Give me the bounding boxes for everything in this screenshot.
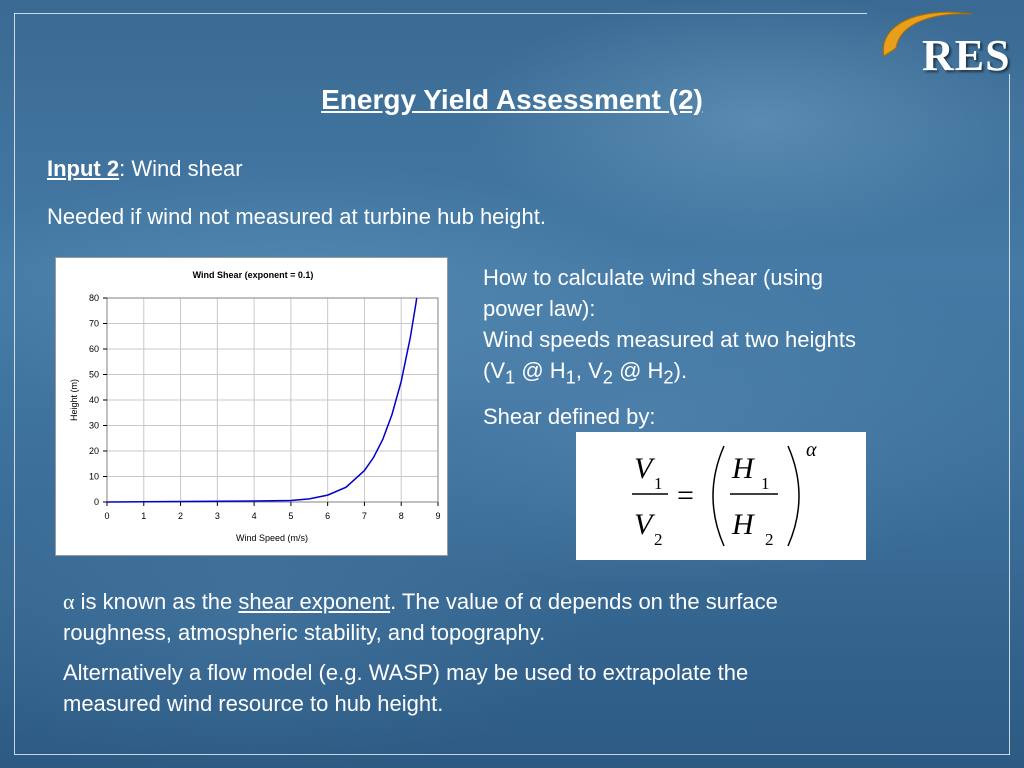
alpha-symbol: α [63, 589, 75, 614]
alpha-paragraph [63, 586, 778, 648]
frame-left-line [14, 13, 15, 754]
power-law-formula [576, 432, 866, 560]
res-logo [876, 4, 1016, 80]
frame-top-line [14, 13, 867, 14]
chart-x-tick-label: 3 [214, 511, 220, 521]
logo-text: RES [922, 31, 1011, 80]
chart-x-tick-label: 5 [288, 511, 294, 521]
input-text: Wind shear [125, 156, 243, 181]
wind-shear-chart [55, 257, 448, 556]
chart-svg [56, 258, 447, 555]
chart-x-tick-label: 4 [251, 511, 257, 521]
howto-line-1: How to calculate wind shear (using [483, 265, 823, 290]
input-label: Input 2 [47, 156, 120, 181]
chart-y-tick-label: 20 [88, 446, 99, 456]
formula-h-bottom-sub: 2 [765, 530, 774, 549]
chart-title: Wind Shear (exponent = 0.1) [192, 270, 314, 280]
formula-v-bottom-sub: 2 [654, 530, 663, 549]
howto-line-4 [483, 355, 856, 392]
formula-h-top-sub: 1 [761, 474, 770, 493]
formula-equals: = [677, 479, 694, 512]
chart-y-axis-label: Height (m) [69, 378, 79, 422]
formula-v-top: V [634, 452, 653, 485]
howto-l4-e: ). [673, 358, 688, 383]
slide-title: Energy Yield Assessment (2) [321, 84, 703, 115]
chart-x-tick-label: 0 [104, 511, 110, 521]
alt-line-1: Alternatively a flow model (e.g. WASP) may be used to extrapolate the [63, 660, 749, 685]
howto-l4-b: @ H [515, 358, 566, 383]
chart-x-tick-label: 8 [398, 511, 404, 521]
howto-sub-h2: 2 [663, 366, 674, 388]
formula-right-paren [788, 446, 799, 546]
alpha-line-1 [63, 586, 778, 617]
howto-l4-d: @ H [612, 358, 664, 383]
chart-y-tick-label: 50 [88, 369, 99, 380]
formula-h-bottom: H [732, 508, 754, 541]
alpha-pre: is known as the [74, 589, 239, 614]
alpha-line-2: roughness, atmospheric stability, and topography. [63, 620, 546, 645]
howto-sub-v1: 1 [505, 366, 516, 388]
howto-l4-c: , V [575, 358, 603, 383]
formula-alpha: α [806, 439, 817, 461]
chart-y-tick-label: 10 [88, 471, 99, 482]
chart-y-tick-label: 40 [88, 395, 99, 405]
howto-line-3: Wind speeds measured at two heights [483, 327, 856, 352]
formula-v-top-sub: 1 [654, 474, 663, 493]
shear-exponent-term: shear exponent [238, 589, 391, 614]
chart-y-tick-label: 80 [88, 293, 99, 303]
input-colon: : [119, 156, 126, 181]
formula-h-top: H [732, 452, 754, 485]
formula-svg [576, 432, 866, 560]
chart-x-tick-label: 9 [435, 511, 441, 521]
chart-y-tick-label: 70 [88, 318, 99, 329]
chart-x-axis-label: Wind Speed (m/s) [235, 533, 309, 543]
chart-x-tick-label: 6 [325, 511, 331, 521]
alpha-post: . The value of α depends on the surface [390, 589, 778, 614]
howto-sub-h1: 1 [565, 366, 576, 388]
frame-right-line [1009, 74, 1010, 755]
howto-text [483, 262, 856, 392]
formula-v-bottom: V [634, 508, 653, 541]
howto-sub-v2: 2 [602, 366, 613, 388]
alternative-paragraph [63, 657, 748, 719]
chart-x-tick-label: 2 [178, 511, 184, 521]
howto-line-2: power law): [483, 296, 596, 321]
chart-y-tick-label: 30 [88, 420, 99, 431]
frame-bottom-line [14, 754, 1010, 755]
shear-defined-text: Shear defined by: [483, 404, 656, 429]
howto-l4-a: (V [483, 358, 505, 383]
formula-left-paren [713, 446, 724, 546]
needed-text: Needed if wind not measured at turbine hub height. [47, 204, 546, 229]
alt-line-2: measured wind resource to hub height. [63, 691, 444, 716]
chart-x-tick-label: 1 [141, 511, 147, 521]
chart-y-tick-label: 0 [93, 497, 99, 507]
chart-x-tick-label: 7 [361, 511, 367, 521]
input-line [47, 153, 243, 184]
chart-y-tick-label: 60 [88, 344, 99, 354]
